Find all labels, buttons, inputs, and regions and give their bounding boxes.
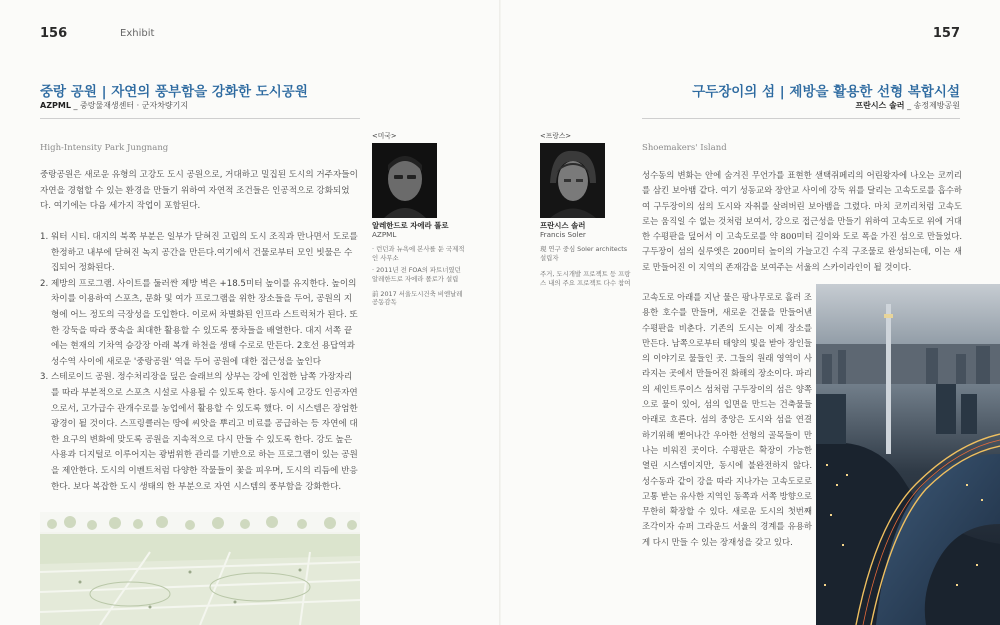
left-english-heading: High-Intensity Park Jungnang xyxy=(40,143,169,153)
left-author: AZPML xyxy=(40,101,71,110)
left-article-byline xyxy=(40,100,188,111)
bio-left-item: · 2011년 전 FOA의 파트너였던 알레한드로 자에라 폴로가 설립 xyxy=(372,266,461,283)
section-label: Exhibit xyxy=(120,28,155,39)
bio-right-details xyxy=(540,222,635,292)
list-item xyxy=(40,230,360,277)
left-numbered-list xyxy=(40,230,360,495)
left-page-number: 156 xyxy=(40,26,68,41)
bio-left-note: 前 2017 서울도시건축 비엔날레 공동감독 xyxy=(372,289,463,307)
list-item xyxy=(40,370,360,495)
portrait-azpml xyxy=(372,143,437,218)
left-author-detail: _ 중랑물재생센터 · 군자차량기지 xyxy=(70,101,189,110)
right-page-number: 157 xyxy=(932,26,960,41)
right-article-byline xyxy=(855,100,960,111)
list-item-text: 워터 시티. 대지의 북쪽 부분은 일부가 닫혀진 고립의 도시 조직과 만나면서 도로를 한정하고 내부에 닫혀진 녹지 공간을 만든다.여기에서 건물로부터 모인 빗물은 수집되어 정화된다. xyxy=(51,232,358,274)
bio-left-firm: AZPML xyxy=(372,229,397,239)
right-title-rule xyxy=(642,118,960,119)
bio-right-country: <프랑스> xyxy=(540,132,572,140)
list-item-text: 스테로이드 공원. 정수처리장을 덮은 슬래브의 상부는 강에 인접한 남쪽 가장자리를 따라 부분적으로 스포츠 시설로 사용될 수 있도록 한다. 동시에 고강도 인공자연으로서, 고가급수 관개수로를 농업에서 활용할 수 있도록 했다. 이 시스템은 장엄한 광경이 될 것이다. 스프링클러는 땅에 씨앗을 뿌리고 비료를 공급하는 등 자연에 대한 요구의 변화에 맞도록 공원을 지속적으로 다시 만들 수 있도록 한다. 강도 높은 사용과 디지털로 이루어지는 광범위한 관리를 기반으로 하는 프로그램이 있는 공원을 제안한다. 도시의 이벤트처럼 다양한 작물들이 꽃을 피우며, 도시의 리듬에 반응한다. 보다 복잡한 도시 생태의 한 부분으로 자연 시스템의 풍부함을 강화한다. xyxy=(51,372,358,492)
list-item-number: 2. xyxy=(40,278,49,289)
night-city-image xyxy=(816,284,1000,625)
bio-right-note: 주거, 도시개발 프로젝트 등 프랑스 내의 주요 프로젝트 다수 참여 xyxy=(540,270,631,287)
left-article-title: 중랑 공원 | 자연의 풍부함을 강화한 도시공원 xyxy=(40,84,308,100)
list-item-number: 1. xyxy=(40,232,49,242)
right-author: 프란시스 솔러 xyxy=(855,101,905,110)
park-aerial-image xyxy=(40,512,360,625)
left-title-rule xyxy=(40,118,360,119)
right-article-title: 구두장이의 섬 | 제방을 활용한 선형 복합시설 xyxy=(692,84,960,100)
right-paragraph-2: 고속도로 아래를 지난 물은 팡나무로로 흘러 조용한 호수를 만들며, 새로운 건물을 만들어낸 수평판을 비춘다. 기존의 도시는 이제 장소를 만든다. 남쪽으로부터 태양의 빛을 받아 장인들의 이야기로 물들인 곳. 그들의 원래 영역이 사라지는 곳에서 만들어진 화해의 장소이다. 파리의 세인트루이스 섬처럼 구두장이의 섬은 양쪽으로 물이 있어, 섬의 입면을 만드는 건축물들 아래로 흐른다. 섬의 중앙은 도시와 섬을 연결하기위해 뻗어나간 우아한 선형의 골목들이 만나는 비워진 곳이다. 수평판은 확장이 가능한 열린 시스템이지만, 동시에 불완전하지 않다. 성수동과 같이 강을 따라 지나가는 고속도로로 고통 받는 유사한 지역인 동쪽과 서쪽 방향으로 무한히 확장할 수 있다. 새로운 도시의 첫번째 조각이자 슈퍼 그라운드 서울의 경계를 유용하게 다시 만들 수 있는 장재성을 갖고 있다. xyxy=(642,292,812,547)
portrait-francis-soler xyxy=(540,143,605,218)
bio-left xyxy=(372,132,467,141)
bio-right xyxy=(540,132,635,141)
bio-right-firm: Francis Soler xyxy=(540,229,586,239)
bio-left-details xyxy=(372,222,467,311)
right-author-detail: _ 송정제방공원 xyxy=(904,101,960,110)
page-gutter xyxy=(499,0,501,625)
bio-left-item: · 런던과 뉴욕에 본사를 둔 국제적인 사무소 xyxy=(372,245,465,262)
left-intro-paragraph: 중랑공원은 새로운 유형의 고강도 도시 공원으로, 거대하고 밀집된 도시의 거주자들이 자연을 경험할 수 있는 환경을 만들기 위하여 자연적 조건들은 인공적으로 강화되었다. 여기에는 다음 세가지 작업이 포함된다. xyxy=(40,170,358,212)
list-item xyxy=(40,277,360,371)
bio-right-note: 現 연구 중심 Soler architects 설립자 xyxy=(540,245,628,262)
bio-right-name: 프란시스 솔러 xyxy=(540,221,586,230)
list-item-number: 3. xyxy=(40,372,49,383)
bio-left-name: 알레한드로 자에라 폴로 xyxy=(372,221,449,230)
right-english-heading: Shoemakers' Island xyxy=(642,143,727,153)
right-paragraph-1: 성수동의 변화는 안에 숨겨진 무언가를 표현한 샌택쥐페리의 어린왕자에 나오는 코끼리를 삼킨 보아뱀 같다. 여기 성동교와 장안교 사이에 강둑 위를 달리는 고속도로를 흡수하여 구두장이의 섬의 도시와 자취를 살려버린 보아뱀을 그렸다. 마치 코끼리처럼 고속도로는 움직일 수 없는 것처럼 보여서, 강으로 접근성을 만들기 위하여 고속도로 위에 거대한 수평판을 덮어서 이 고속도로를 약 800미터 길이와 도로 폭을 가진 섬으로 만들었다. 구두장이 섬의 실루엣은 200미터 높이의 가늘고긴 수직 구조물로 완성되는데, 이는 새로 만들어진 이 지역의 존재감을 보여주는 서울의 스카이라인이 될 것이다. xyxy=(642,170,962,272)
list-item-text: 제방의 프로그램. 사이트를 둘러싼 제방 벽은 +18.5미터 높이를 유지한다. 높이의 차이를 이용하여 스포츠, 문화 및 여가 프로그램을 위한 장소들을 두어, 공원의 지형에 어느 정도의 극장성을 도입한다. 이로써 차별화된 인프라 스트럭처가 된다. 또한 강둑을 따라 풍속을 최대한 활용할 수 있도록 풍차들을 배열한다. 대지 서쪽 끝에는 현재의 기차역 승강장 아래 복개 하천을 생태 수로로 만든다. 2호선 용답역과 성수역 사이에 새로운 '중랑공원' 역을 두어 공원에 대한 접근성을 높인다 xyxy=(51,278,358,367)
bio-left-country: <미국> xyxy=(372,132,397,140)
